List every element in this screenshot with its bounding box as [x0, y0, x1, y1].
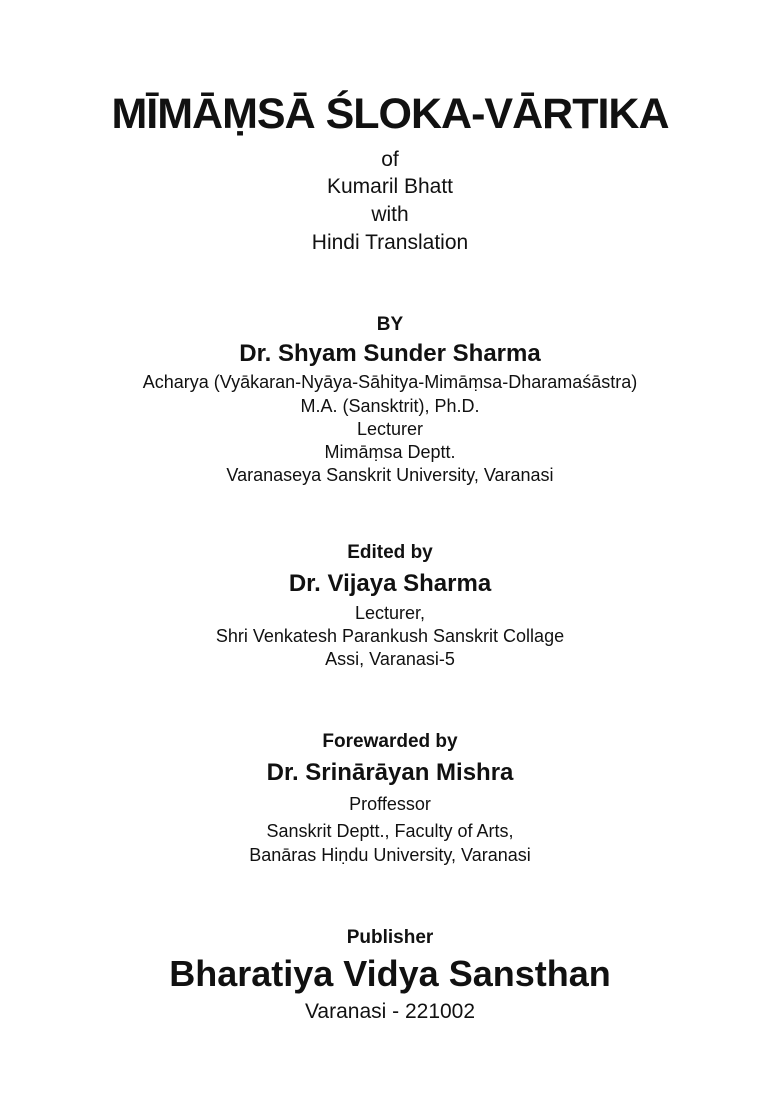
foreword-detail-department: Sanskrit Deptt., Faculty of Arts,: [266, 821, 514, 841]
author-detail-position: Lecturer: [356, 419, 424, 439]
subtitle-line-of: of: [381, 148, 399, 171]
publisher-name: Bharatiya Vidya Sansthan: [169, 953, 611, 994]
book-title: MĪMĀṂSĀ ŚLOKA-VĀRTIKA: [111, 90, 669, 138]
publisher-city: Varanasi - 221002: [304, 1000, 476, 1023]
author-detail-university: Varanaseya Sanskrit University, Varanasi: [226, 465, 554, 485]
subtitle-line-author: Kumaril Bhatt: [326, 175, 454, 198]
foreword-detail-university: Banāras Hiṇdu University, Varanasi: [249, 845, 531, 865]
author-name: Dr. Shyam Sunder Sharma: [239, 340, 541, 367]
subtitle-line-with: with: [371, 203, 409, 226]
author-detail-degrees: M.A. (Sansktrit), Ph.D.: [300, 396, 480, 416]
author-detail-department: Mimāṃsa Deptt.: [324, 442, 456, 462]
author-detail-qualifications: Acharya (Vyākaran-Nyāya-Sāhitya-Mimāṃsa-Dharamaśāstra): [142, 372, 638, 392]
foreword-heading: Forewarded by: [322, 731, 458, 752]
subtitle-line-translation: Hindi Translation: [311, 231, 469, 254]
editor-name: Dr. Vijaya Sharma: [288, 570, 492, 597]
editor-heading: Edited by: [347, 542, 433, 563]
foreword-detail-position: Proffessor: [349, 794, 431, 814]
editor-detail-college: Shri Venkatesh Parankush Sanskrit Collage: [215, 626, 565, 646]
editor-detail-address: Assi, Varanasi-5: [325, 649, 455, 669]
editor-detail-position: Lecturer,: [354, 603, 426, 623]
foreword-name: Dr. Srinārāyan Mishra: [266, 759, 514, 786]
publisher-heading: Publisher: [346, 927, 434, 948]
author-heading: BY: [376, 314, 404, 335]
